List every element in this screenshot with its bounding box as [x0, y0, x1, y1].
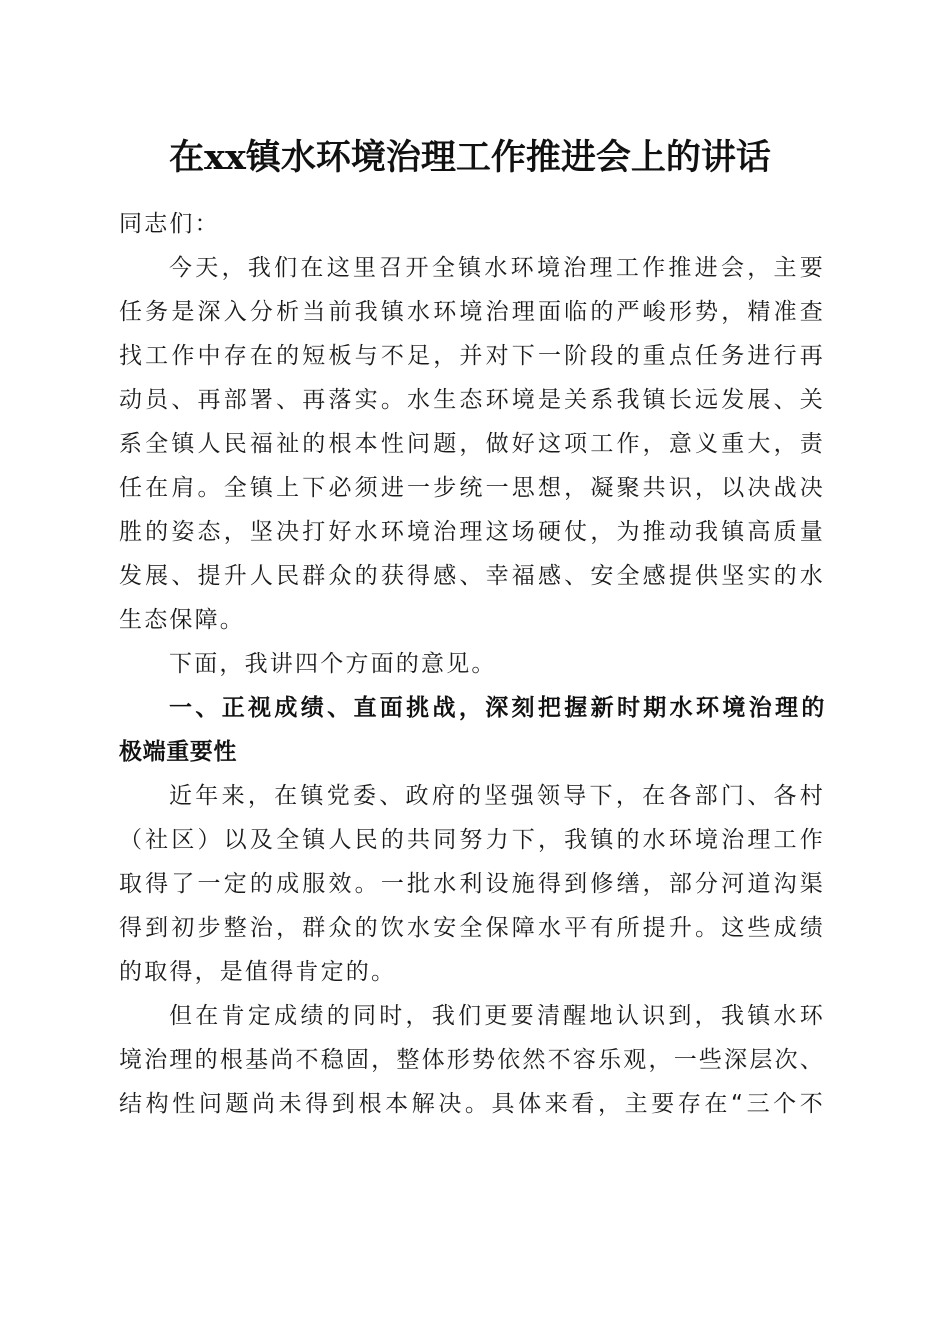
- paragraph-line: 的取得，是值得肯定的。: [119, 959, 397, 985]
- paragraph-line: 取得了一定的成服效。一批水利设施得到修缮，部分河道沟渠: [119, 871, 825, 897]
- paragraph-line: 结构性问题尚未得到根本解决。具体来看，主要存在“三个不: [119, 1091, 825, 1117]
- paragraph-line: 今天，我们在这里召开全镇水环境治理工作推进会，主要: [169, 255, 825, 281]
- paragraph-line: 生态保障。: [119, 607, 245, 633]
- paragraph-line: 近年来，在镇党委、政府的坚强领导下，在各部门、各村: [169, 783, 825, 809]
- paragraph-line: 发展、提升人民群众的获得感、幸福感、安全感提供坚实的水: [119, 563, 825, 589]
- paragraph-line: 任在肩。全镇上下必须进一步统一思想，凝聚共识，以决战决: [119, 475, 825, 501]
- paragraph-line: 下面，我讲四个方面的意见。: [169, 651, 497, 677]
- paragraph-line: （社区）以及全镇人民的共同努力下，我镇的水环境治理工作: [119, 827, 825, 853]
- salutation: 同志们：: [119, 211, 220, 237]
- paragraph-line: 得到初步整治，群众的饮水安全保障水平有所提升。这些成绩: [119, 915, 825, 941]
- paragraph-line: 胜的姿态，坚决打好水环境治理这场硬仗，为推动我镇高质量: [119, 519, 825, 545]
- section-heading: 一、正视成绩、直面挑战，深刻把握新时期水环境治理的: [169, 695, 825, 721]
- paragraph-line: 找工作中存在的短板与不足，并对下一阶段的重点任务进行再: [119, 343, 825, 369]
- document-title: 在xx镇水环境治理工作推进会上的讲话: [169, 137, 771, 178]
- paragraph-line: 系全镇人民福祉的根本性问题，做好这项工作，意义重大，责: [119, 431, 825, 457]
- paragraph-line: 动员、再部署、再落实。水生态环境是关系我镇长远发展、关: [119, 387, 825, 413]
- paragraph-line: 但在肯定成绩的同时，我们更要清醒地认识到，我镇水环: [169, 1003, 825, 1029]
- section-heading: 极端重要性: [119, 739, 237, 765]
- paragraph-line: 任务是深入分析当前我镇水环境治理面临的严峻形势，精准查: [119, 299, 825, 325]
- document-body: [119, 202, 825, 1126]
- paragraph-line: 境治理的根基尚不稳固，整体形势依然不容乐观，一些深层次、: [119, 1047, 825, 1073]
